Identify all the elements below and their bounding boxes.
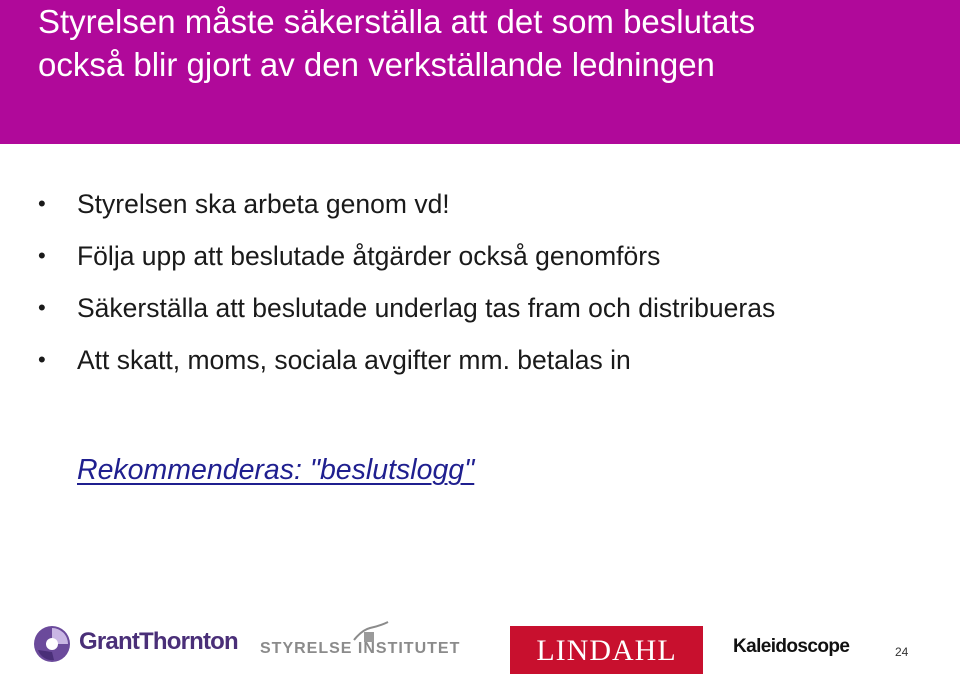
grant-thornton-logo	[32, 624, 237, 664]
bullet-text: Styrelsen ska arbeta genom vd!	[77, 189, 450, 219]
lindahl-logo: LINDAHL	[510, 626, 703, 674]
page-number: 24	[895, 645, 909, 659]
grant-thornton-wordmark: GrantThornton	[79, 628, 238, 655]
bullet-item	[0, 230, 960, 282]
slide-title	[38, 0, 755, 86]
slide-header	[0, 0, 960, 144]
recommendation-link[interactable]: Rekommenderas: "beslutslogg"	[77, 454, 475, 486]
bullet-icon: •	[38, 191, 46, 216]
bullet-icon: •	[38, 243, 46, 268]
slide-footer	[0, 612, 960, 674]
bullet-icon: •	[38, 347, 46, 372]
bullet-icon: •	[38, 295, 46, 320]
styrelseinstitutet-logo	[258, 620, 493, 668]
title-line-1: Styrelsen måste säkerställa att det som beslutats	[38, 3, 756, 40]
title-line-2: också blir gjort av den verkställande ledningen	[38, 46, 715, 83]
styrelseinstitutet-wordmark: STYRELSE INSTITUTET	[260, 640, 461, 657]
bullet-text: Säkerställa att beslutade underlag tas fram och distribueras	[77, 293, 776, 323]
bullet-item	[0, 334, 960, 386]
bullet-list	[0, 178, 960, 386]
bullet-item	[0, 178, 960, 230]
kaleidoscope-logo: Kaleidoscope	[733, 636, 850, 657]
bullet-text: Att skatt, moms, sociala avgifter mm. betalas in	[77, 345, 631, 375]
bullet-item	[0, 282, 960, 334]
bullet-text: Följa upp att beslutade åtgärder också genomförs	[77, 241, 661, 271]
grant-thornton-mark-icon	[32, 624, 72, 664]
